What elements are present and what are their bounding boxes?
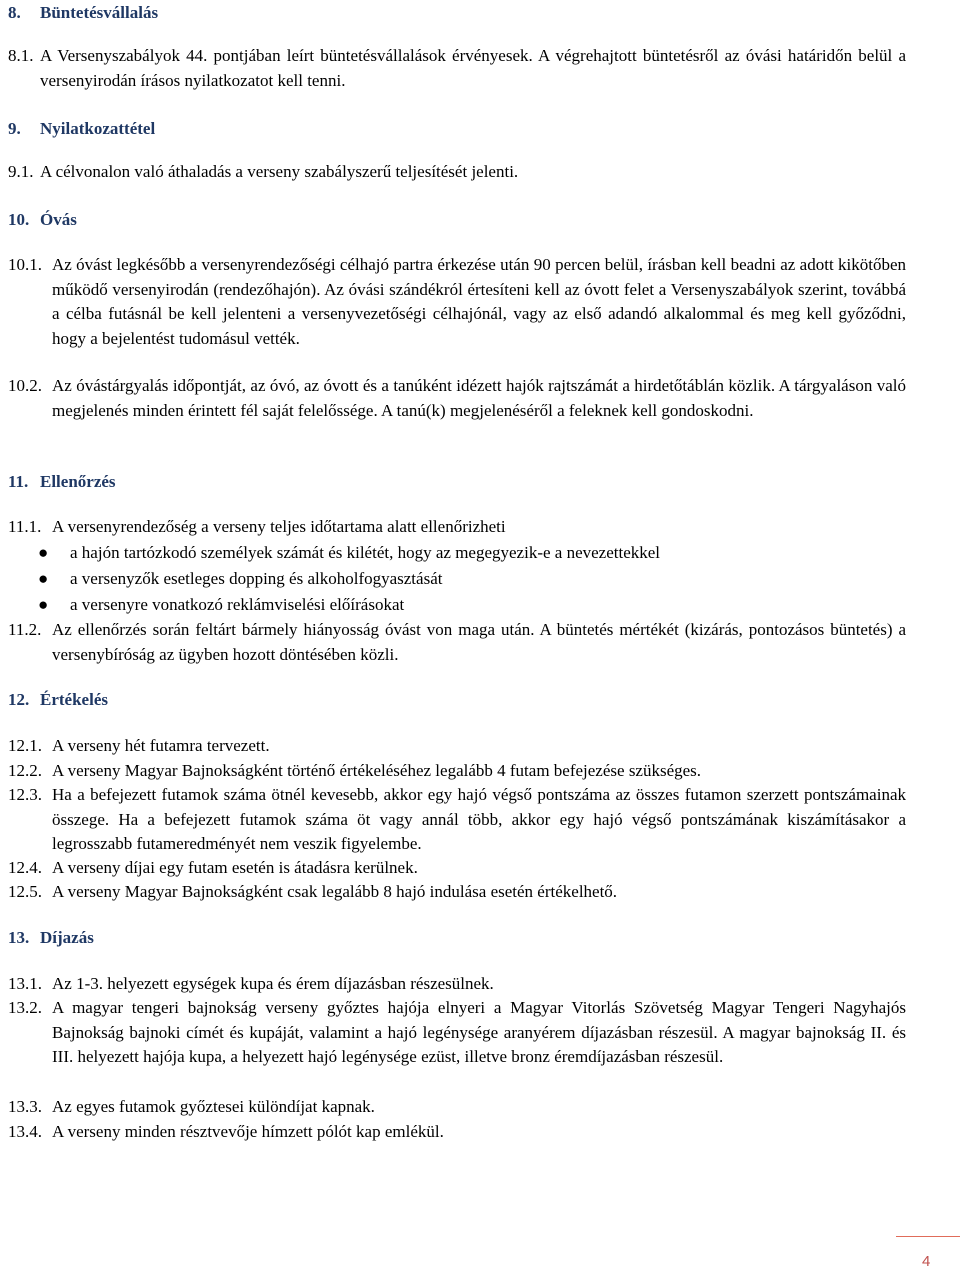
section-title: Értékelés <box>40 690 108 709</box>
section-title: Díjazás <box>40 928 94 947</box>
footer-rule <box>896 1236 960 1237</box>
section-number: 9. <box>8 119 21 138</box>
paragraph-number: 12.5. <box>8 882 42 901</box>
paragraph-8-1 <box>8 44 906 93</box>
paragraph-12-3 <box>8 783 906 857</box>
paragraph-number: 13.1. <box>8 974 42 993</box>
paragraph-number: 13.4. <box>8 1122 42 1141</box>
paragraph-9-1 <box>8 160 906 185</box>
paragraph-number: 12.1. <box>8 736 42 755</box>
paragraph-11-2 <box>8 618 906 667</box>
paragraph-10-1 <box>8 253 906 351</box>
paragraph-12-1 <box>8 734 906 759</box>
bullet-text: a versenyre vonatkozó reklámviselési előírásokat <box>70 595 405 614</box>
paragraph-text: Az 1-3. helyezett egységek kupa és érem díjazásban részesülnek. <box>52 974 494 993</box>
paragraph-text: A verseny hét futamra tervezett. <box>52 736 270 755</box>
section-title: Nyilatkozattétel <box>40 119 156 138</box>
bullet-icon: ● <box>38 595 49 614</box>
paragraph-text: Az óvást legkésőbb a versenyrendezőségi célhajó partra érkezése után 90 percen belül, írásban kell beadni az adott kikötőben működő versenyirodán (rendezőhajón). Az óvási szándékról értesíteni kell az óvott felet a Versenyszabályok szerint, továbbá a célba futásnál be kell jelenteni a versenyvezetőségi célhajónál, vagy az első adandó alkalommal és meg kell győződni, hogy a bejelentést tudomásul vették. <box>52 255 906 348</box>
section-number: 13. <box>8 928 30 947</box>
section-heading-12 <box>8 690 108 710</box>
section-number: 12. <box>8 690 30 709</box>
paragraph-12-4 <box>8 856 906 881</box>
section-title: Büntetésvállalás <box>40 3 159 22</box>
paragraph-11-1 <box>8 515 906 540</box>
paragraph-text: A verseny Magyar Bajnokságként csak legalább 8 hajó indulása esetén értékelhető. <box>52 882 618 901</box>
bullet-item <box>8 541 906 565</box>
paragraph-text: A verseny Magyar Bajnokságként történő értékeléséhez legalább 4 futam befejezése szükséges. <box>52 761 702 780</box>
section-heading-13 <box>8 928 94 948</box>
paragraph-number: 11.2. <box>8 620 42 639</box>
paragraph-number: 12.2. <box>8 761 42 780</box>
bullet-item <box>8 593 906 617</box>
section-number: 10. <box>8 210 30 229</box>
section-heading-9 <box>8 119 155 139</box>
paragraph-text: A verseny díjai egy futam esetén is átadásra kerülnek. <box>52 858 418 877</box>
paragraph-text: A célvonalon való áthaladás a verseny szabályszerű teljesítését jelenti. <box>40 162 519 181</box>
paragraph-12-2 <box>8 759 906 784</box>
section-title: Ellenőrzés <box>40 472 116 491</box>
section-heading-10 <box>8 210 77 230</box>
section-title: Óvás <box>40 210 77 229</box>
section-heading-8 <box>8 3 158 23</box>
section-heading-11 <box>8 472 116 492</box>
bullet-icon: ● <box>38 543 49 562</box>
paragraph-number: 8.1. <box>8 46 34 65</box>
paragraph-text: Az óvástárgyalás időpontját, az óvó, az óvott és a tanúként idézett hajók rajtszámát a hirdetőtáblán közlik. A tárgyaláson való megjelenés minden érintett fél saját felelőssége. A tanú(k) megjelenéséről a feleknek kell gondoskodni. <box>52 376 906 420</box>
paragraph-text: Az ellenőrzés során feltárt bármely hiányosság óvást von maga után. A büntetés mértékét (kizárás, pontozásos büntetés) a versenybíróság az ügyben hozott döntésében közli. <box>52 620 906 664</box>
page-number: 4 <box>922 1253 931 1270</box>
paragraph-number: 9.1. <box>8 162 34 181</box>
paragraph-text: Ha a befejezett futamok száma ötnél kevesebb, akkor egy hajó végső pontszáma az összes futamon szerzett pontszámainak összege. Ha a befejezett futamok száma öt vagy annál több, akkor egy hajó végső pontszámának kiszámításakor a legrosszabb futameredményét nem veszik figyelembe. <box>52 785 906 853</box>
paragraph-text: A magyar tengeri bajnokság verseny győztes hajója elnyeri a Magyar Vitorlás Szövetség Magyar Tengeri Nagyhajós Bajnokság bajnoki címét és kupáját, valamint a hajó legénysége aranyérem díjazásban részesül. A magyar bajnokság II. és III. helyezett hajója kupa, a helyezett hajó legénysége ezüst, illetve bronz éremdíjazásban részesül. <box>52 998 906 1066</box>
paragraph-number: 13.3. <box>8 1097 42 1116</box>
paragraph-number: 12.4. <box>8 858 42 877</box>
paragraph-12-5 <box>8 880 906 905</box>
paragraph-text: A versenyrendezőség a verseny teljes időtartama alatt ellenőrizheti <box>52 517 506 536</box>
paragraph-number: 12.3. <box>8 785 42 804</box>
paragraph-text: A Versenyszabályok 44. pontjában leírt büntetésvállalások érvényesek. A végrehajtott büntetésről az óvási határidőn belül a versenyirodán írásos nyilatkozatot kell tenni. <box>40 46 906 90</box>
paragraph-number: 10.1. <box>8 255 42 274</box>
bullet-text: a versenyzők esetleges dopping és alkoholfogyasztását <box>70 569 443 588</box>
bullet-icon: ● <box>38 569 49 588</box>
paragraph-text: A verseny minden résztvevője hímzett pólót kap emlékül. <box>52 1122 444 1141</box>
paragraph-10-2 <box>8 374 906 423</box>
paragraph-13-4 <box>8 1120 906 1145</box>
paragraph-number: 11.1. <box>8 517 42 536</box>
paragraph-number: 13.2. <box>8 998 42 1017</box>
section-number: 8. <box>8 3 21 22</box>
bullet-item <box>8 567 906 591</box>
paragraph-number: 10.2. <box>8 376 42 395</box>
paragraph-13-1 <box>8 972 906 997</box>
bullet-text: a hajón tartózkodó személyek számát és kilétét, hogy az megegyezik-e a nevezettekkel <box>70 543 661 562</box>
section-number: 11. <box>8 472 29 491</box>
paragraph-text: Az egyes futamok győztesei különdíjat kapnak. <box>52 1097 375 1116</box>
paragraph-13-3 <box>8 1095 906 1120</box>
paragraph-13-2 <box>8 996 906 1070</box>
